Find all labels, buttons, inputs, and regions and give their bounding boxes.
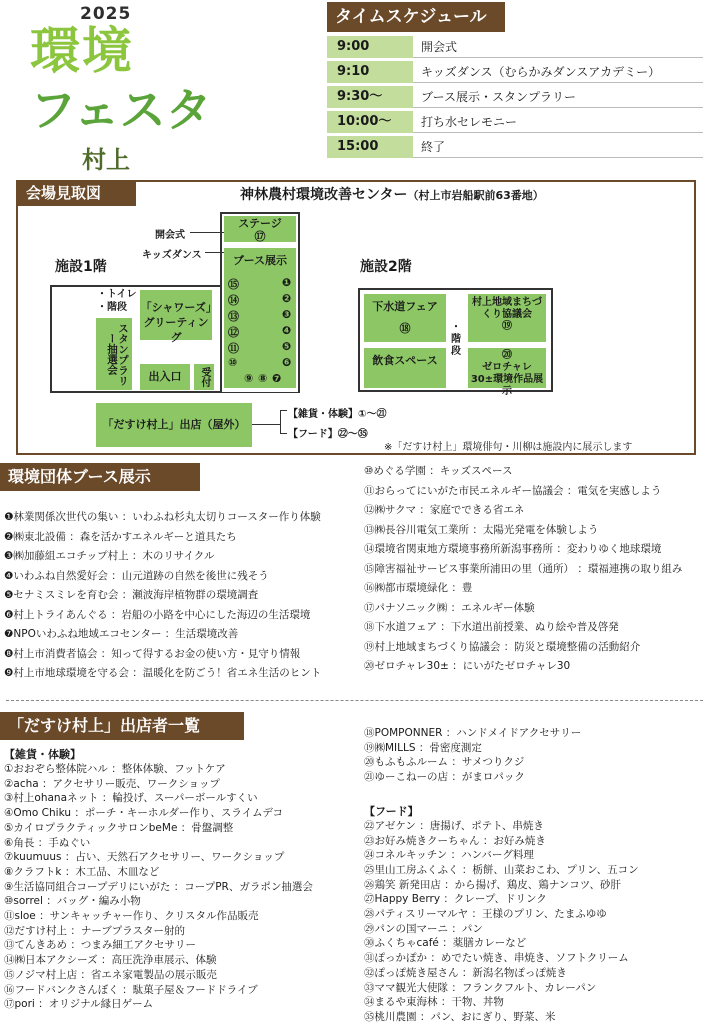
list-item: ⑩sorrel ：バッグ・編み小物 — [4, 895, 141, 908]
legend-connector — [252, 424, 280, 425]
zero-challe-exhibit — [468, 348, 546, 397]
list-item: ㉒アゼケン ：唐揚げ、ポテト、串焼き — [364, 819, 544, 832]
list-item: ⑥角長 ：手ぬぐい — [4, 836, 91, 849]
list-item: ③村上ohanaネット ：輪投げ、スーパーボールすくい — [4, 792, 258, 805]
list-item: ㉞まるや東海林 ：干物、丼物 — [364, 996, 504, 1009]
reception: 受付 — [194, 364, 214, 390]
schedule-title: タイムスケジュール — [327, 2, 505, 32]
booth-number: ⑨ — [244, 372, 254, 385]
list-item: ㉛ぽっかぽか ：めでたい焼き、串焼き、ソフトクリーム — [364, 952, 629, 965]
zero-challe-label: ゼロチャレ30±環境作品展示 — [470, 362, 544, 397]
food-list — [364, 819, 704, 1025]
booth-number: ⑬ — [228, 310, 239, 323]
floor2-label: 施設2階 — [360, 259, 412, 275]
logo-title-kankyo: 環境 — [30, 22, 134, 80]
booth-number: ❻ — [282, 356, 292, 369]
sewer-fair-label: 下水道フェア — [372, 300, 438, 313]
list-item: ❾村上市地球環境を守る会 ：温暖化を防ごう！省エネ生活のヒント — [4, 667, 322, 679]
stage-number: ⑰ — [254, 230, 266, 243]
opening-line — [190, 232, 224, 233]
list-item: ⑧クラフトk ：木工品、木皿など — [4, 865, 160, 878]
list-item: ⑮ノジマ村上店 ：省エネ家電製品の展示販売 — [4, 968, 217, 981]
dasuke-outdoor: 「だすけ村上」出店（屋外） — [96, 403, 252, 447]
list-item: ㉑ゆーこねーの店 ：がまロパック — [364, 771, 525, 784]
entrance: 出入口 — [140, 364, 190, 390]
sewer-fair-number: ⑱ — [399, 322, 411, 335]
schedule-event: 打ち水セレモニー — [413, 111, 703, 133]
goods-heading: 【雑貨・体験】 — [4, 748, 81, 761]
list-item: ❸㈱加藤組エコチップ村上 ：木のリサイクル — [4, 550, 215, 562]
list-item: ⑪おらってにいがた市民エネルギー協議会 ：電気を実感しよう — [364, 484, 662, 497]
booth-number: ❸ — [282, 308, 292, 321]
list-item: ❽村上市消費者協会 ：知って得するお金の使い方・見守り情報 — [4, 647, 301, 660]
booth-number: ⑫ — [228, 326, 239, 339]
map-note: ※「だすけ村上」環境俳句・川柳は施設内に展示します — [384, 442, 633, 453]
shops-right-column — [364, 726, 704, 1025]
list-item: ❼NPOいわふね地域エコセンター ：生活環境改善 — [4, 628, 239, 640]
list-item: ⑰pori ：オリジナル縁日ゲーム — [4, 998, 154, 1011]
town-council-number: ⑲ — [502, 321, 512, 332]
legend-food: 【フード】㉒〜㉟ — [288, 429, 368, 440]
booth-number: ❶ — [282, 276, 292, 289]
venue-address: （村上市岩船駅前63番地） — [407, 189, 544, 202]
schedule-event: 終了 — [413, 136, 703, 158]
list-item: ㉕里山工房ふくふく ：栃餅、山菜おこわ、プリン、五コン — [364, 863, 639, 876]
list-item: ⑱下水道フェア ：下水道出前授業、ぬり絵や普及啓発 — [364, 621, 619, 633]
schedule-row — [327, 111, 703, 136]
schedule-event: キッズダンス（むらかみダンスアカデミー） — [413, 61, 703, 83]
list-item: ⑰パナソニック㈱ ：エネルギー体験 — [364, 601, 535, 614]
logo-title-festa: フェスタ — [30, 83, 212, 137]
legend-goods: 【雑貨・体験】①〜㉑ — [288, 409, 387, 420]
food-heading: 【フード】 — [364, 804, 419, 818]
goods-list-cont — [364, 726, 704, 785]
booth-number: ⑪ — [228, 342, 239, 355]
schedule-time: 15:00 — [327, 136, 413, 158]
list-item: ⑫だすけ村上 ：ナーブプラスター射的 — [4, 924, 185, 937]
schedule-row — [327, 61, 703, 86]
list-item: ㉙パンの国マーニ ：パン — [364, 922, 483, 935]
shops-title: 「だすけ村上」出店者一覧 — [0, 712, 244, 740]
floor1-label: 施設1階 — [55, 259, 107, 275]
zero-challe-number: ⑳ — [502, 350, 512, 361]
schedule-row — [327, 136, 703, 161]
list-item: ❹いわふね自然愛好会 ：山元道跡の自然を後世に残そう — [4, 569, 269, 582]
list-item: ㉖鶏笑 新発田店 ：から揚げ、鶏皮、鶏ナンコツ、砂肝 — [364, 878, 621, 891]
booth-number: ⑮ — [228, 278, 239, 291]
venue-name — [240, 184, 544, 204]
list-item: ㉓お好み焼きクーちゃん ：お好み焼き — [364, 834, 546, 847]
list-item: ④Omo Chiku ：ポーチ・キーホルダー作り、スライムデコ — [4, 807, 283, 820]
booth-number: ⑧ — [258, 372, 268, 385]
booth-number: ❷ — [282, 292, 292, 305]
list-item: ⑱POMPONNER ：ハンドメイドアクセサリー — [364, 727, 582, 739]
list-item: ㉗Happy Berry ：クレープ、ドリンク — [364, 893, 547, 906]
booths-list-right — [364, 462, 682, 677]
list-item: ❶林業関係次世代の集い ：いわふね杉丸太切りコースター作り体験 — [4, 511, 321, 523]
schedule-event: 開会式 — [413, 36, 703, 58]
list-item: ⑤カイロプラクティックサロンbeMe ：骨盤調整 — [4, 821, 234, 834]
kids-line — [205, 252, 224, 253]
logo-title-murakami: 村上 — [82, 146, 130, 174]
booth-number: ⑭ — [228, 294, 239, 307]
stage — [224, 216, 296, 242]
list-item: ⑬㈱長谷川電気工業所 ：太陽光発電を体験しよう — [364, 523, 599, 536]
list-item: ⑦kuumuus ：占い、天然石アクセサリー、ワークショップ — [4, 851, 285, 864]
list-item: ㉝ママ観光大使隊 ：フランクフルト、カレーパン — [364, 981, 597, 994]
stamp-rally: スタンプラリー抽選会 — [96, 318, 132, 390]
schedule-time: 10:00〜 — [327, 111, 413, 133]
list-item: ②acha ：アクセサリー販売、ワークショップ — [4, 777, 221, 790]
list-item: ⑬てんきあめ ：つまみ細工アクセサリー — [4, 939, 197, 952]
booths-title: 環境団体ブース展示 — [0, 463, 200, 491]
list-item: ⑩めぐる学園 ：キッズスペース — [364, 465, 513, 477]
opening-label: 開会式 — [155, 230, 185, 241]
list-item: ⑮障害福祉サービス事業所浦田の里（通所） ：環福連携の取り組み — [364, 562, 683, 575]
list-item: ⑪sloe ：サンキャッチャー作り、クリスタル作品販売 — [4, 910, 259, 923]
list-item: ⑭㈱日本アクシーズ ：高圧洗浄車展示、体験 — [4, 954, 217, 967]
town-council — [468, 294, 546, 342]
list-item: ❷㈱東北設備 ：森を活かすエネルギーと道具たち — [4, 530, 237, 543]
list-item: ❺セナミスミレを育む会 ：瀬波海岸植物群の環境調査 — [4, 589, 259, 601]
schedule-row — [327, 36, 703, 61]
venue-map-title: 会場見取図 — [16, 180, 136, 206]
list-item: ⑭環境省関東地方環境事務所新潟事務所 ：変わりゆく地球環境 — [364, 543, 662, 555]
list-item: ⑳もふもふルーム ：サメつりクジ — [364, 756, 525, 769]
list-item: ⑯フードバンクさんぼく ：駄菓子屋＆フードドライブ — [4, 983, 258, 996]
venue-name-text: 神林農村環境改善センター — [240, 187, 408, 203]
list-item: ㉚ふくちゃcafé ：薬膳カレーなど — [364, 937, 527, 950]
schedule-table — [327, 36, 703, 161]
food-space: 飲食スペース — [364, 348, 446, 388]
goods-list — [4, 762, 354, 1012]
list-item: ⑨生活協同組合コープデリにいがた ：コープPR、ガラポン抽選会 — [4, 880, 313, 893]
booth-area-label: ブース展示 — [232, 254, 288, 267]
section-divider — [6, 700, 703, 701]
town-council-label: 村上地域まちづくり協議会 — [472, 297, 542, 320]
list-item: ㉘パティスリーマルヤ ：王様のプリン、たまふゆゆ — [364, 908, 607, 921]
booth-number: ❹ — [282, 324, 292, 337]
logo-year: 2025 — [80, 4, 132, 24]
schedule-event: ブース展示・スタンプラリー — [413, 86, 703, 108]
booths-list-left — [4, 508, 321, 684]
list-item: ❻村上トライあんぐる ：岩船の小路を中心にした海辺の生活環境 — [4, 608, 311, 621]
booth-number: ⑩ — [228, 356, 238, 369]
shower-greeting: 「シャワーズ」グリーティング — [140, 290, 212, 340]
shops-goods-column — [4, 746, 354, 1012]
stage-label: ステージ — [238, 217, 282, 230]
list-item: ①おおぞら整体院ハル ：整体体験、フットケア — [4, 763, 226, 775]
stairs2-label: ・階段 — [451, 322, 461, 357]
schedule-time: 9:10 — [327, 61, 413, 83]
list-item: ⑯㈱都市環境緑化 ：豊 — [364, 582, 473, 594]
booth-number: ❼ — [272, 372, 282, 385]
booth-number: ❺ — [282, 340, 292, 353]
list-item: ㉜ぽっぽ焼き屋さん ：新潟名物ぽっぽ焼き — [364, 966, 567, 979]
schedule-time: 9:30〜 — [327, 86, 413, 108]
list-item: ⑳ゼロチャレ30± ：にいがたゼロチャレ30 — [364, 660, 571, 672]
list-item: ㉔コネルキッチン ：ハンバーグ料理 — [364, 849, 534, 862]
legend-bracket — [280, 410, 287, 434]
list-item: ⑫㈱サクマ ：家庭でできる省エネ — [364, 504, 525, 516]
list-item: ㉟桃川農園 ：パン、おにぎり、野菜、米 — [364, 1010, 556, 1023]
toilet-stairs-label: ・トイレ ・階段 — [97, 289, 137, 313]
schedule-row — [327, 86, 703, 111]
booth-numbers — [224, 272, 296, 388]
sewer-fair — [364, 294, 446, 342]
schedule-time: 9:00 — [327, 36, 413, 58]
list-item: ⑲㈱MILLS ：骨密度測定 — [364, 741, 482, 754]
list-item: ⑲村上地域まちづくり協議会 ：防災と環境整備の活動紹介 — [364, 640, 641, 653]
kids-dance-label: キッズダンス — [142, 250, 202, 261]
